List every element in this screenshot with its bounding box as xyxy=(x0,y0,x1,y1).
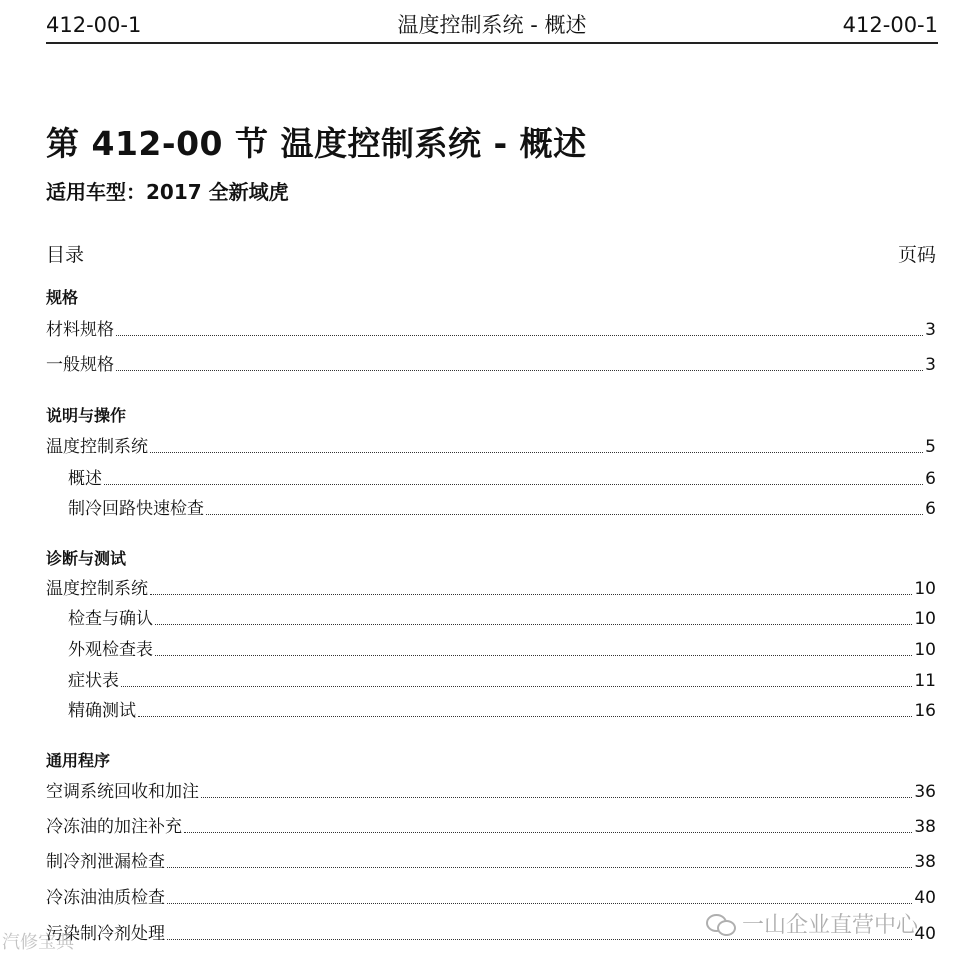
toc-entry-page-number: 10 xyxy=(914,640,936,660)
toc-dot-leader xyxy=(206,513,923,515)
toc-dot-leader xyxy=(155,623,912,625)
toc-entry-label: 制冷回路快速检查 xyxy=(68,499,204,519)
toc-entry-page-number: 3 xyxy=(925,320,936,340)
toc-entry-label: 冷冻油的加注补充 xyxy=(46,817,182,837)
toc-dot-leader xyxy=(201,796,912,798)
toc-entry[interactable] xyxy=(46,815,936,839)
toc-header-page: 页码 xyxy=(897,244,936,266)
toc-entry[interactable] xyxy=(46,780,936,804)
watermark-right xyxy=(706,908,918,939)
toc-entry-page-number: 6 xyxy=(925,499,936,519)
watermark-right-text: 一山企业直营中心 xyxy=(742,913,919,938)
toc-section-title: 规格 xyxy=(46,288,79,307)
toc-entry[interactable] xyxy=(46,318,936,342)
toc-dot-leader xyxy=(184,831,912,833)
toc-dot-leader xyxy=(167,902,912,904)
toc-dot-leader xyxy=(167,866,912,868)
applicable-vehicle: 适用车型：2017 全新域虎 xyxy=(46,180,289,204)
header-section-title: 温度控制系统 - 概述 xyxy=(397,13,587,37)
toc-header xyxy=(46,240,936,267)
toc-entry-label: 温度控制系统 xyxy=(46,579,148,599)
toc-entry[interactable] xyxy=(68,467,936,491)
toc-dot-leader xyxy=(155,654,912,656)
toc-entry-page-number: 16 xyxy=(914,701,936,721)
toc-section-title: 说明与操作 xyxy=(46,406,127,425)
toc-dot-leader xyxy=(150,451,923,453)
toc-entry-label: 外观检查表 xyxy=(68,640,153,660)
toc-entry-label: 污染制冷剂处理 xyxy=(46,924,165,944)
toc-entry-label: 冷冻油油质检查 xyxy=(46,888,165,908)
toc-section-title: 诊断与测试 xyxy=(46,549,127,568)
document-title: 第 412-00 节 温度控制系统 - 概述 xyxy=(46,124,587,163)
toc-entry-page-number: 40 xyxy=(914,924,936,944)
running-header xyxy=(46,8,938,44)
toc-entry-label: 材料规格 xyxy=(46,320,114,340)
toc-entry[interactable] xyxy=(68,699,936,723)
toc-header-contents: 目录 xyxy=(46,244,85,266)
toc-entry-label: 检查与确认 xyxy=(68,609,153,629)
toc-section-title: 通用程序 xyxy=(46,751,111,770)
toc-entry[interactable] xyxy=(46,886,936,910)
toc-dot-leader xyxy=(104,483,923,485)
toc-entry-page-number: 38 xyxy=(914,817,936,837)
toc-entry-page-number: 10 xyxy=(914,609,936,629)
toc-entry-page-number: 5 xyxy=(925,437,936,457)
toc-dot-leader xyxy=(116,369,923,371)
toc-entry-page-number: 36 xyxy=(914,782,936,802)
toc-entry-page-number: 40 xyxy=(914,888,936,908)
toc-dot-leader xyxy=(121,685,912,687)
toc-entry-page-number: 6 xyxy=(925,469,936,489)
toc-entry[interactable] xyxy=(46,850,936,874)
toc-entry[interactable] xyxy=(46,353,936,377)
toc-entry-label: 一般规格 xyxy=(46,355,114,375)
toc-entry[interactable] xyxy=(68,669,936,693)
wechat-icon xyxy=(706,912,736,936)
toc-entry-page-number: 38 xyxy=(914,852,936,872)
toc-entry-label: 症状表 xyxy=(68,671,119,691)
toc-entry-label: 制冷剂泄漏检查 xyxy=(46,852,165,872)
header-section-number-right: 412-00-1 xyxy=(842,13,938,37)
toc-entry[interactable] xyxy=(68,497,936,521)
toc-entry[interactable] xyxy=(46,435,936,459)
toc-dot-leader xyxy=(116,334,923,336)
toc-entry-label: 精确测试 xyxy=(68,701,136,721)
toc-entry-page-number: 11 xyxy=(914,671,936,691)
toc-entry-page-number: 10 xyxy=(914,579,936,599)
header-section-number-left: 412-00-1 xyxy=(46,13,142,37)
watermark-left: 汽修宝典 xyxy=(2,932,74,953)
toc-entry-page-number: 3 xyxy=(925,355,936,375)
toc-entry-label: 温度控制系统 xyxy=(46,437,148,457)
toc-dot-leader xyxy=(138,715,912,717)
toc-entry[interactable] xyxy=(68,607,936,631)
toc-entry-label: 空调系统回收和加注 xyxy=(46,782,199,802)
toc-entry[interactable] xyxy=(68,638,936,662)
toc-entry-label: 概述 xyxy=(68,469,102,489)
toc-dot-leader xyxy=(150,593,912,595)
toc-entry[interactable] xyxy=(46,577,936,601)
